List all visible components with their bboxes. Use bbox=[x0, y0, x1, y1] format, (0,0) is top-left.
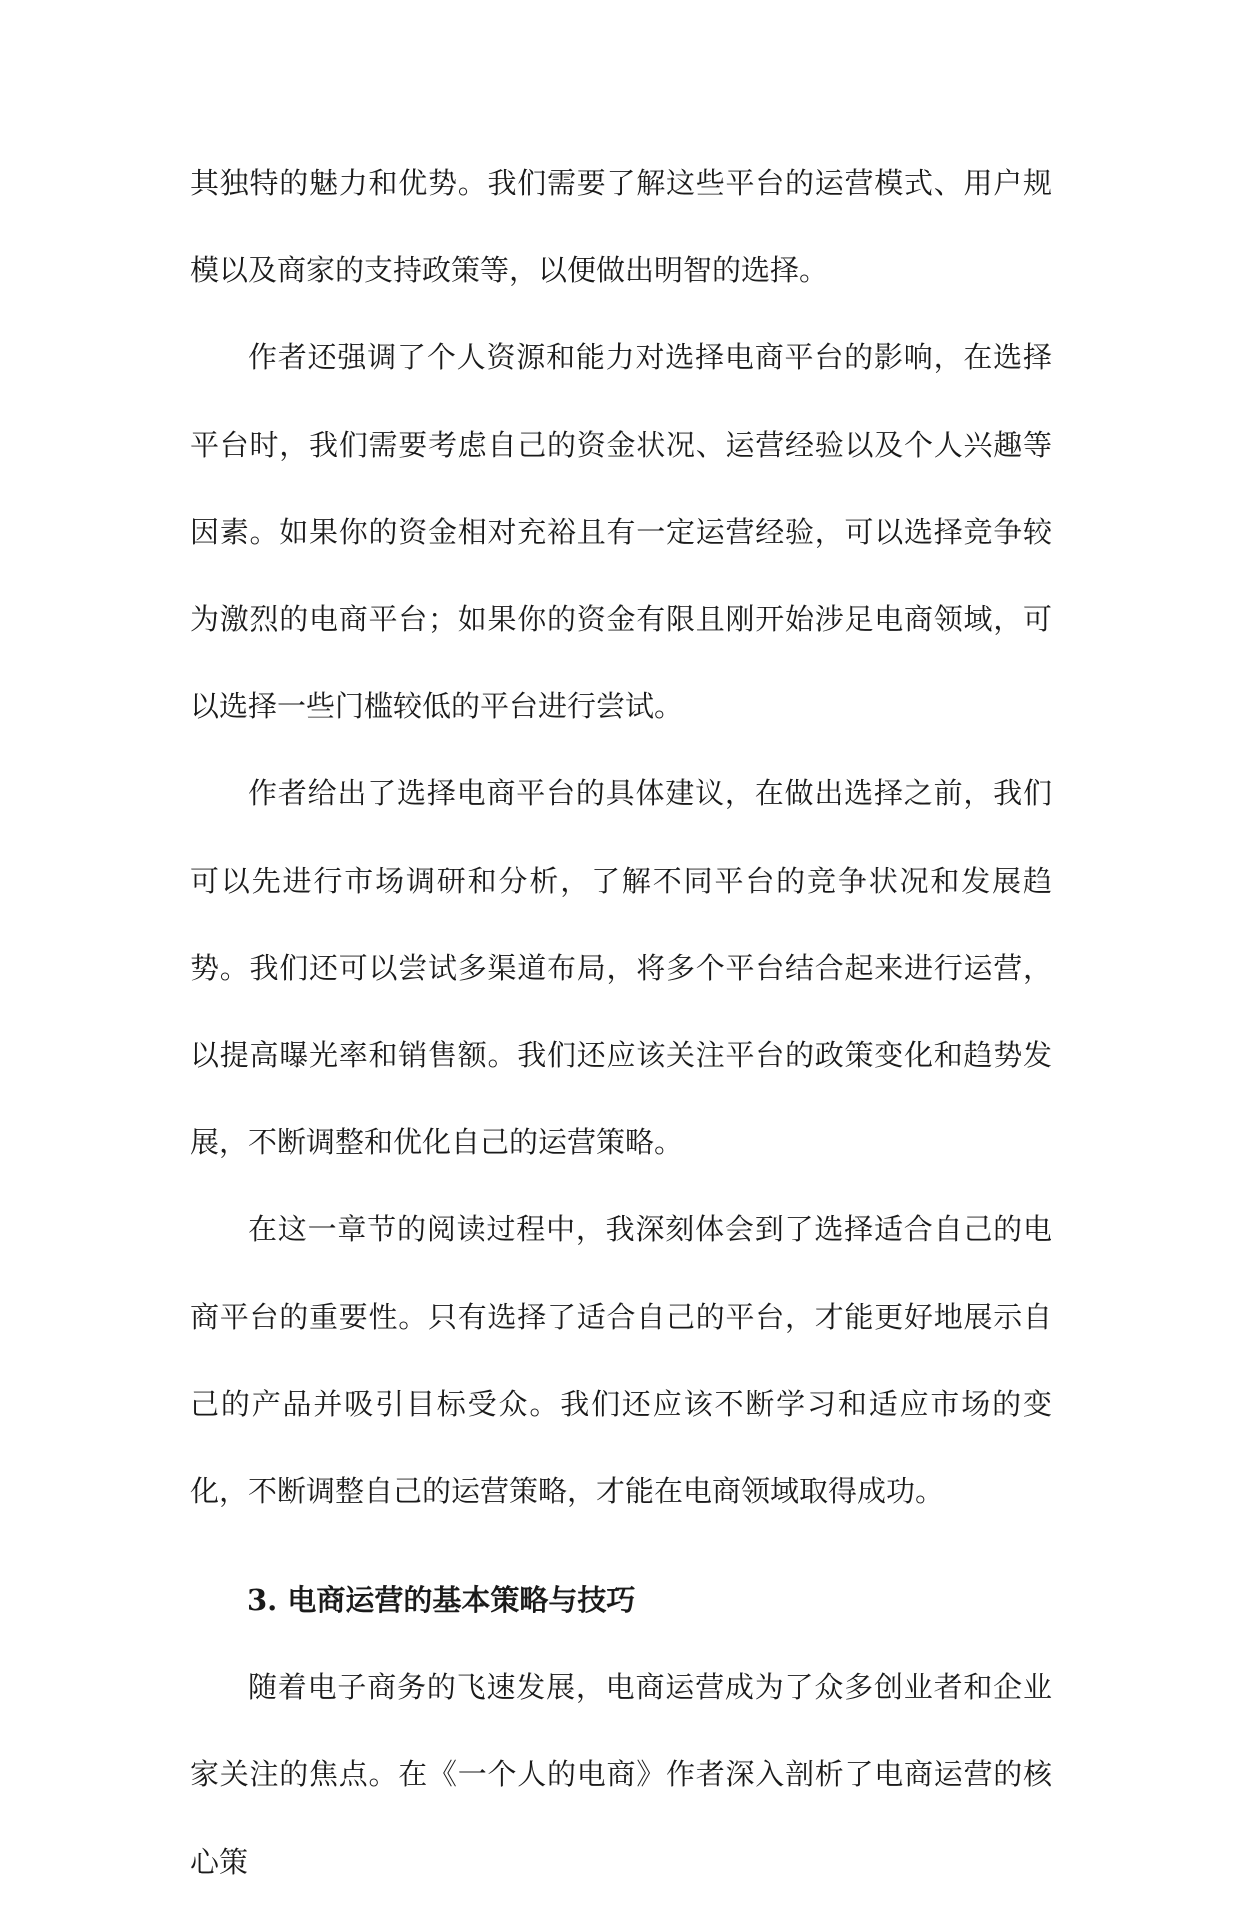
document-body bbox=[190, 140, 1052, 1906]
paragraph-2: 作者还强调了个人资源和能力对选择电商平台的影响，在选择平台时，我们需要考虑自己的资金状况、运营经验以及个人兴趣等因素。如果你的资金相对充裕且有一定运营经验，可以选择竞争较为激烈的电商平台；如果你的资金有限且刚开始涉足电商领域，可以选择一些门槛较低的平台进行尝试。 bbox=[190, 340, 1052, 724]
paragraph-4: 在这一章节的阅读过程中，我深刻体会到了选择适合自己的电商平台的重要性。只有选择了适合自己的平台，才能更好地展示自己的产品并吸引目标受众。我们还应该不断学习和适应市场的变化，不断调整自己的运营策略，才能在电商领域取得成功。 bbox=[190, 1212, 1052, 1509]
paragraph-3: 作者给出了选择电商平台的具体建议，在做出选择之前，我们可以先进行市场调研和分析，了解不同平台的竞争状况和发展趋势。我们还可以尝试多渠道布局，将多个平台结合起来进行运营，以提高曝光率和销售额。我们还应该关注平台的政策变化和趋势发展，不断调整和优化自己的运营策略。 bbox=[190, 776, 1052, 1160]
paragraph-5: 随着电子商务的飞速发展，电商运营成为了众多创业者和企业家关注的焦点。在《一个人的电商》作者深入剖析了电商运营的核心策 bbox=[190, 1670, 1052, 1879]
section-heading: 3. 电商运营的基本策略与技巧 bbox=[247, 1583, 636, 1618]
paragraph-1: 其独特的魅力和优势。我们需要了解这些平台的运营模式、用户规模以及商家的支持政策等，以便做出明智的选择。 bbox=[190, 166, 1052, 288]
